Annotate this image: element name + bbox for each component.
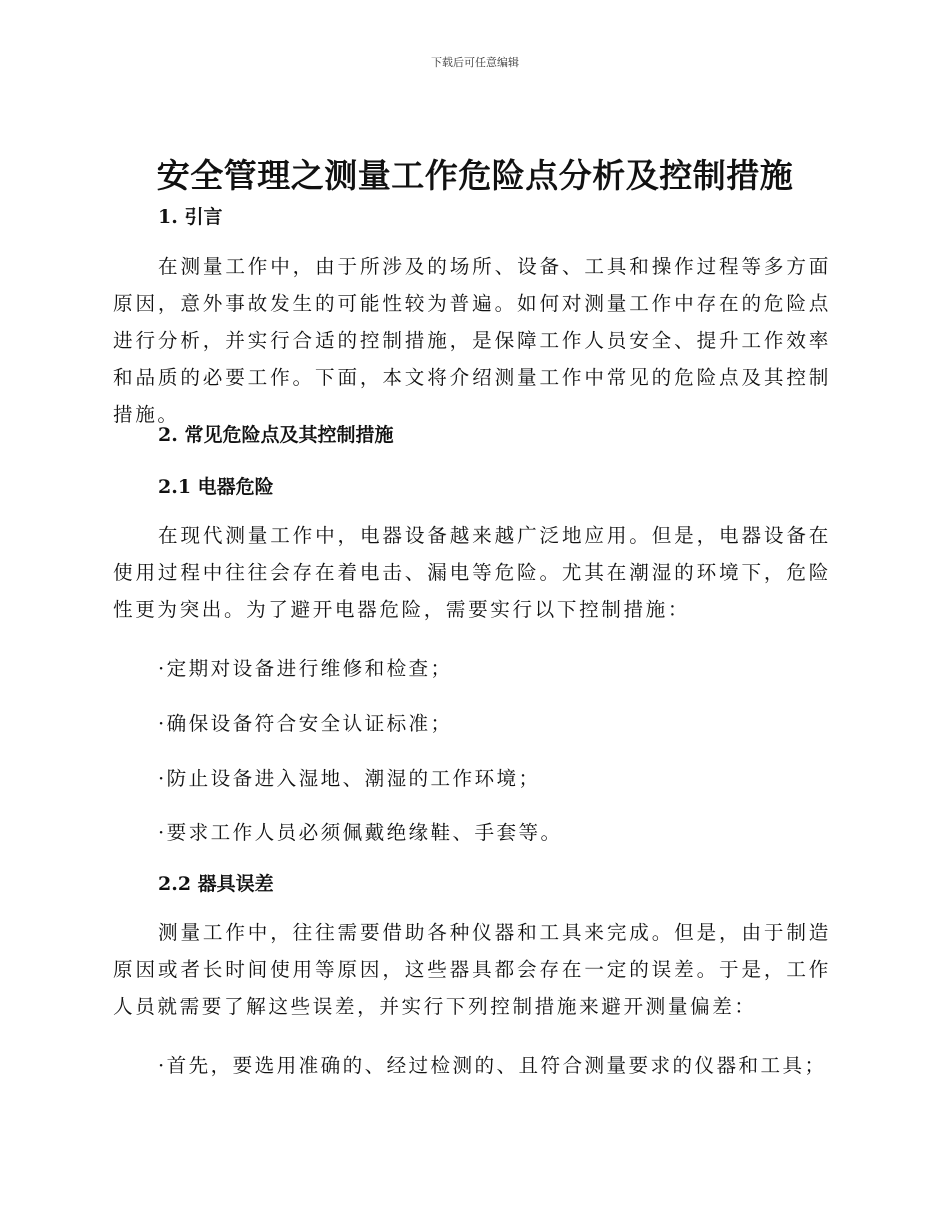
header-note: 下载后可任意编辑 xyxy=(431,56,519,69)
list-item: ·首先，要选用准确的、经过检测的、且符合测量要求的仪器和工具； xyxy=(158,1054,827,1077)
list-item: ·防止设备进入湿地、潮湿的工作环境； xyxy=(158,767,541,790)
document-title: 安全管理之测量工作危险点分析及控制措施 xyxy=(156,156,794,195)
section-heading-intro: 1. 引言 xyxy=(158,206,223,228)
list-item: ·确保设备符合安全认证标准； xyxy=(158,712,453,735)
list-item: ·要求工作人员必须佩戴绝缘鞋、手套等。 xyxy=(158,821,563,844)
section-heading-electrical: 2.1 电器危险 xyxy=(158,476,274,498)
electrical-paragraph: 在现代测量工作中，电器设备越来越广泛地应用。但是，电器设备在使用过程中往往会存在着电击、漏电等危险。尤其在潮湿的环境下，危险性更为突出。为了避开电器危险，需要实行以下控制措施： xyxy=(113,524,831,621)
instrument-error-paragraph: 测量工作中，往往需要借助各种仪器和工具来完成。但是，由于制造原因或者长时间使用等原因，这些器具都会存在一定的误差。于是，工作人员就需要了解这些误差，并实行下列控制措施来避开测量偏差： xyxy=(113,921,831,1018)
list-item: ·定期对设备进行维修和检查； xyxy=(158,657,453,680)
section-heading-instrument-error: 2.2 器具误差 xyxy=(158,873,274,895)
intro-paragraph: 在测量工作中，由于所涉及的场所、设备、工具和操作过程等多方面原因，意外事故发生的可能性较为普遍。如何对测量工作中存在的危险点进行分析，并实行合适的控制措施，是保障工作人员安全、提升工作效率和品质的必要工作。下面，本文将介绍测量工作中常见的危险点及其控制措施。 xyxy=(113,255,831,426)
section-heading-hazards: 2. 常见危险点及其控制措施 xyxy=(158,424,394,446)
